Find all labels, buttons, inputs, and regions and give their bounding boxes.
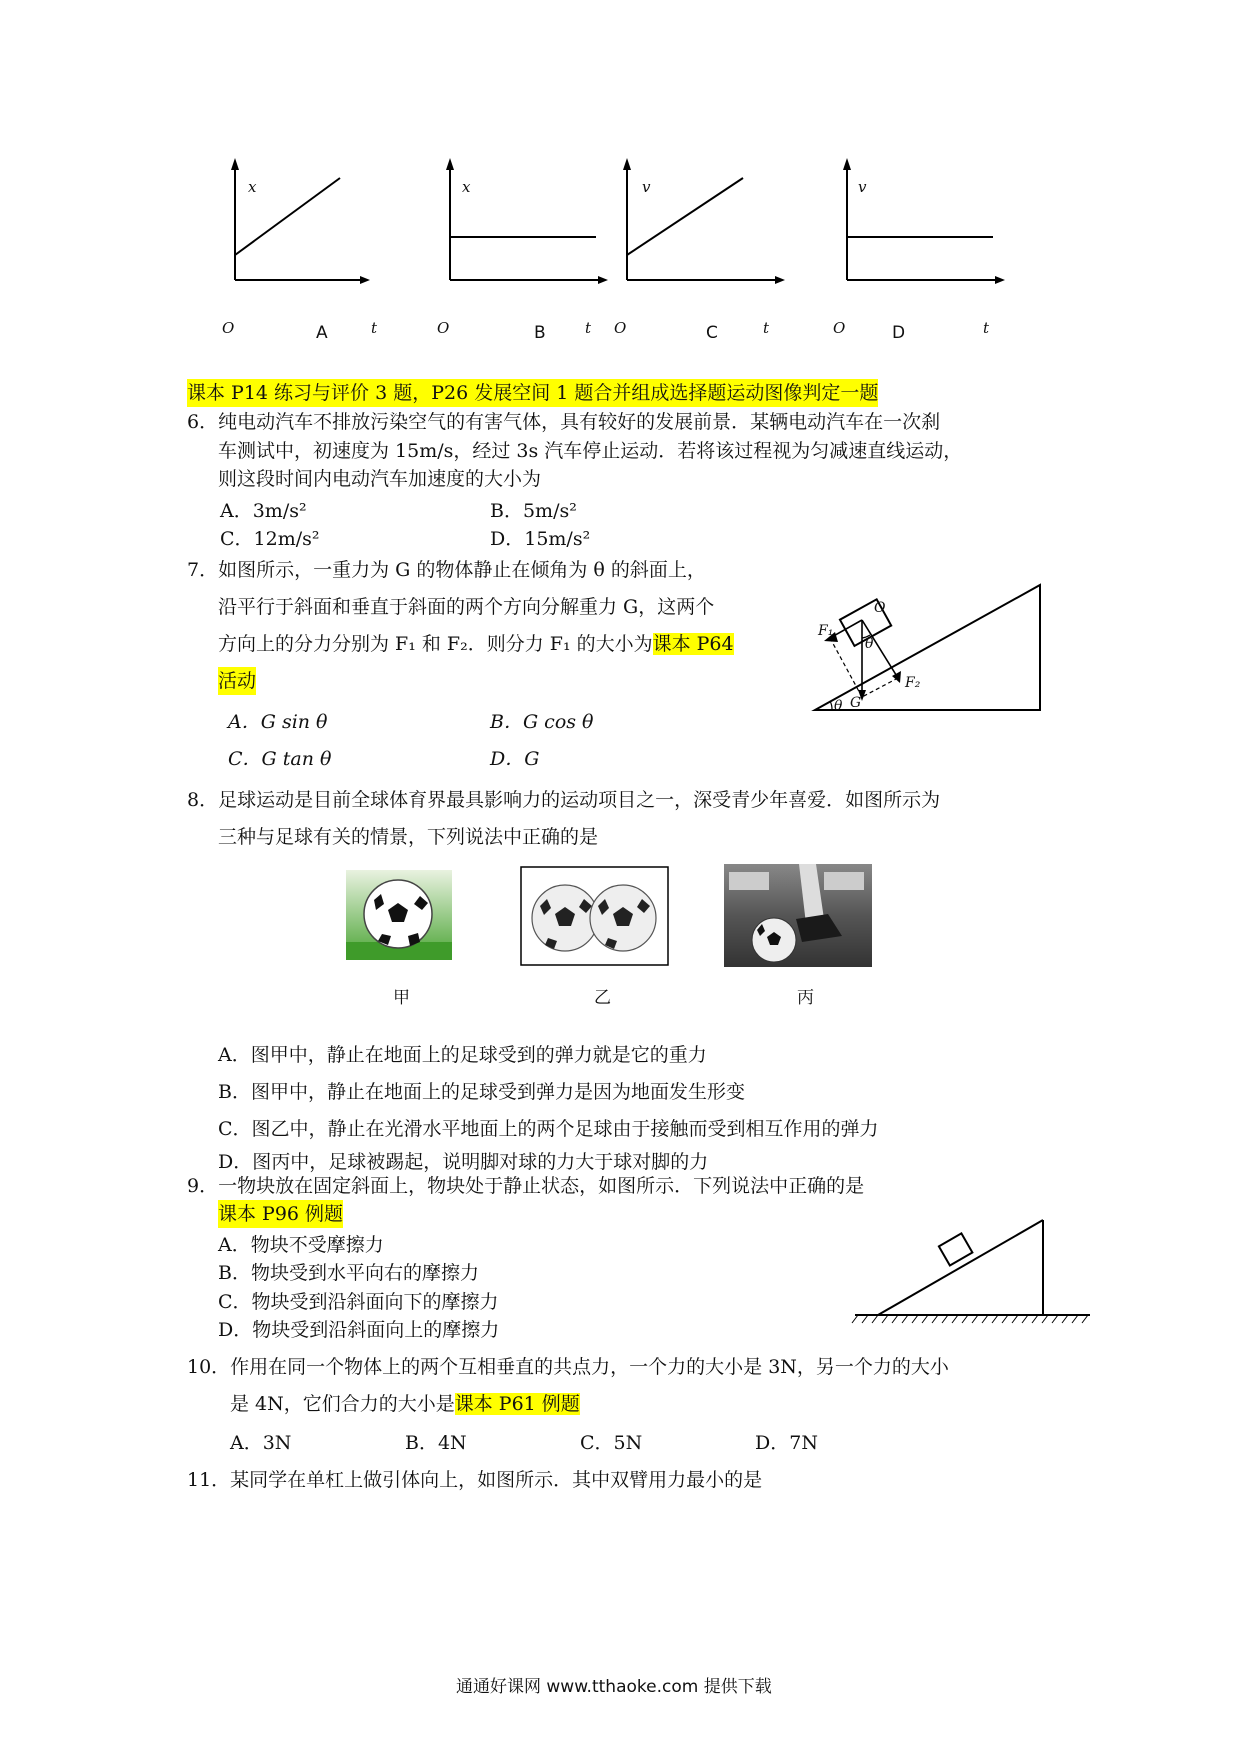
q10-line-2-text: 是 4N，它们合力的大小是 [230,1393,455,1415]
graph-c-xlabel: t [763,319,770,337]
caption-bing: 丙 [797,988,814,1008]
q10-option-a: A．3N [230,1432,292,1454]
q6-option-c: C．12m/s² [220,528,320,550]
q7-line-3-text: 方向上的分力分别为 F₁ 和 F₂．则分力 F₁ 的大小为 [218,633,653,655]
q8-option-d: D．图丙中，足球被踢起，说明脚对球的力大于球对脚的力 [218,1151,709,1173]
q7-textbook-note-2: 活动 [218,667,256,695]
q10-line-1: 10．作用在同一个物体上的两个互相垂直的共点力，一个力的大小是 3N，另一个力的大小 [187,1356,949,1378]
q7-line-1: 7．如图所示，一重力为 G 的物体静止在倾角为 θ 的斜面上， [187,559,706,581]
q8-option-a: A．图甲中，静止在地面上的足球受到的弹力就是它的重力 [218,1044,707,1066]
graph-c-letter: C [706,323,718,343]
graph-c-origin: O [614,319,627,337]
q6-line-3: 则这段时间内电动汽车加速度的大小为 [218,468,542,490]
graph-d-xlabel: t [983,319,990,337]
graph-c-ylabel: v [642,178,651,196]
incline-block-diagram [850,1215,1095,1330]
q6-line-1: 6．纯电动汽车不排放污染空气的有害气体，具有较好的发展前景．某辆电动汽车在一次刹 [187,411,941,433]
q8-line-1: 8．足球运动是目前全球体育界最具影响力的运动项目之一，深受青少年喜爱．如图所示为 [187,789,941,811]
diagram-label-f2: F₂ [905,675,921,691]
q8-line-2: 三种与足球有关的情景，下列说法中正确的是 [218,826,599,848]
q6-option-a: A．3m/s² [220,500,307,522]
graph-a-origin: O [222,319,235,337]
q10-option-c: C．5N [580,1432,643,1454]
incline-force-diagram [810,580,1050,720]
q7-line-3 [218,630,734,658]
textbook-note-motion: 课本 P14 练习与评价 3 题，P26 发展空间 1 题合并组成选择题运动图像判定一题 [187,379,878,407]
diagram-label-f1: F₁ [818,623,834,639]
q6-line-2: 车测试中，初速度为 15m/s，经过 3s 汽车停止运动．若将该过程视为匀减速直线运动， [218,440,963,462]
diagram-label-theta-base: θ [834,698,843,714]
q9-option-d: D．物块受到沿斜面向上的摩擦力 [218,1319,500,1341]
caption-jia: 甲 [393,988,410,1008]
q10-line-2 [230,1390,580,1418]
q8-option-b: B．图甲中，静止在地面上的足球受到弹力是因为地面发生形变 [218,1081,745,1103]
q10-option-b: B．4N [405,1432,467,1454]
q10-option-d: D．7N [755,1432,818,1454]
q7-textbook-note: 课本 P64 [652,633,734,655]
diagram-label-g: G [850,695,862,711]
q6-option-b: B．5m/s² [490,500,577,522]
graph-a [210,150,380,350]
page-footer: 通通好课网 www.tthaoke.com 提供下载 [456,1677,772,1697]
football-image-bing [724,864,872,967]
graph-a-ylabel: x [248,178,257,196]
football-image-yi [520,866,669,966]
q9-option-b: B．物块受到水平向右的摩擦力 [218,1262,479,1284]
diagram-label-theta-top: θ [865,636,874,652]
caption-yi: 乙 [594,988,611,1008]
q9-option-a: A．物块不受摩擦力 [218,1234,384,1256]
q6-option-d: D．15m/s² [490,528,591,550]
diagram-label-o: O [874,600,886,616]
q9-line-1: 9．一物块放在固定斜面上，物块处于静止状态，如图所示．下列说法中正确的是 [187,1175,865,1197]
graph-d-ylabel: v [858,178,867,196]
graph-a-xlabel: t [371,319,378,337]
graph-d-origin: O [833,319,846,337]
q7-option-b: B．G cos θ [490,711,594,733]
graph-b-xlabel: t [585,319,592,337]
q7-option-c: C．G tan θ [228,748,332,770]
q7-option-d: D．G [490,748,540,770]
graph-b-origin: O [437,319,450,337]
football-image-jia [346,870,452,960]
graph-d-letter: D [892,323,906,343]
q9-option-c: C．物块受到沿斜面向下的摩擦力 [218,1291,499,1313]
graph-b-ylabel: x [462,178,471,196]
q10-textbook-note: 课本 P61 例题 [454,1393,580,1415]
q11-line-1: 11．某同学在单杠上做引体向上，如图所示．其中双臂用力最小的是 [187,1469,763,1491]
graph-a-letter: A [316,323,328,343]
q9-textbook-note: 课本 P96 例题 [218,1200,343,1228]
q7-option-a: A．G sin θ [228,711,328,733]
graph-b-letter: B [534,323,546,343]
q7-line-2: 沿平行于斜面和垂直于斜面的两个方向分解重力 G，这两个 [218,596,715,618]
q8-option-c: C．图乙中，静止在光滑水平地面上的两个足球由于接触而受到相互作用的弹力 [218,1118,879,1140]
